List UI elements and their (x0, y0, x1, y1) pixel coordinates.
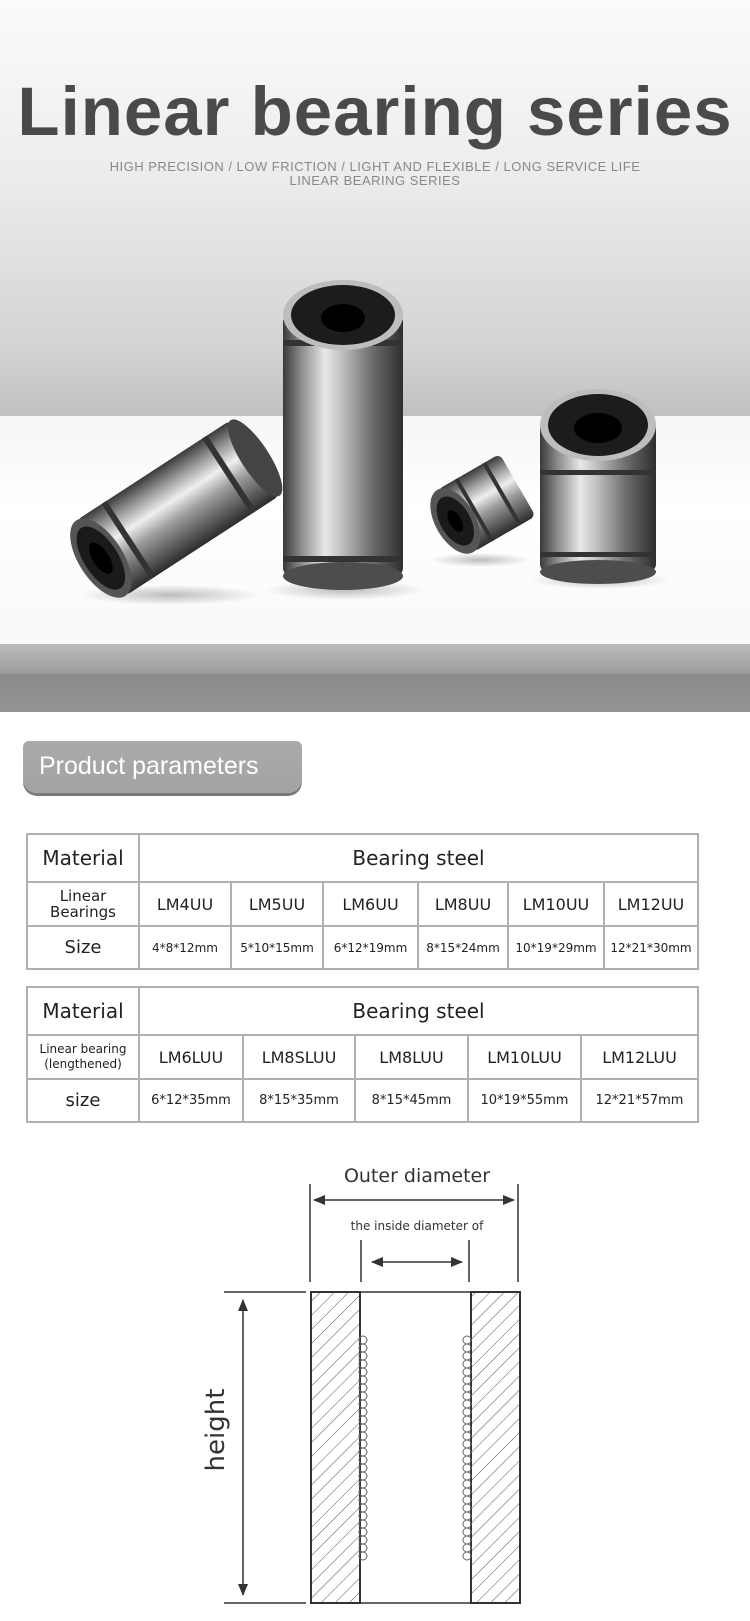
models-row-label-line1: Linear bearing (39, 1042, 127, 1056)
models-row-label (27, 1035, 139, 1079)
models-row-label: Linear Bearings (27, 882, 139, 926)
ball-circle (463, 1360, 471, 1368)
model-cell: LM6LUU (139, 1035, 243, 1079)
material-label: Material (27, 987, 139, 1035)
ball-circle (463, 1520, 471, 1528)
model-cell: LM8UU (418, 882, 508, 926)
badge-label: Product parameters (39, 752, 259, 780)
height-label: height (201, 1388, 231, 1472)
left-wall-section (311, 1292, 360, 1603)
ball-circle (463, 1416, 471, 1424)
model-cell: LM8SLUU (243, 1035, 355, 1079)
right-wall-section (471, 1292, 520, 1603)
tall-bearing (283, 280, 403, 590)
ball-circle (463, 1424, 471, 1432)
hero-title: Linear bearing series (17, 73, 733, 150)
bearing-dimension-diagram (0, 1150, 750, 1621)
size-cell: 4*8*12mm (139, 926, 231, 969)
models-row-label-line2: (lengthened) (44, 1057, 122, 1071)
model-cell: LM10UU (508, 882, 604, 926)
ball-circle (463, 1504, 471, 1512)
ball-circle (463, 1344, 471, 1352)
hero-shelf-edge (0, 674, 750, 712)
short-bearing (540, 389, 656, 584)
ball-rows (359, 1336, 471, 1560)
size-cell: 10*19*55mm (468, 1079, 581, 1122)
ball-circle (463, 1512, 471, 1520)
ball-circle (463, 1464, 471, 1472)
size-cell: 6*12*19mm (323, 926, 418, 969)
ball-circle (463, 1408, 471, 1416)
size-cell: 6*12*35mm (139, 1079, 243, 1122)
ball-circle (463, 1480, 471, 1488)
ball-circle (463, 1376, 471, 1384)
hero-subtitle-line2: LINEAR BEARING SERIES (289, 173, 461, 188)
tilted-long-bearing (58, 413, 292, 608)
inner-diameter-label: the inside diameter of (350, 1219, 484, 1233)
ball-circle (463, 1352, 471, 1360)
model-cell: LM12LUU (581, 1035, 698, 1079)
table-row (27, 1035, 698, 1079)
product-parameters-badge (23, 741, 302, 793)
material-value: Bearing steel (139, 834, 698, 882)
size-row-label: Size (27, 926, 139, 969)
ball-circle (463, 1496, 471, 1504)
hero-banner (0, 0, 750, 712)
model-cell: LM5UU (231, 882, 323, 926)
size-cell: 8*15*35mm (243, 1079, 355, 1122)
ball-circle (463, 1440, 471, 1448)
ball-circle (463, 1472, 471, 1480)
ball-circle (463, 1368, 471, 1376)
size-cell: 12*21*30mm (604, 926, 698, 969)
size-row-label: size (27, 1079, 139, 1122)
ball-circle (463, 1528, 471, 1536)
ball-circle (463, 1400, 471, 1408)
model-cell: LM8LUU (355, 1035, 468, 1079)
material-label: Material (27, 834, 139, 882)
model-cell: LM6UU (323, 882, 418, 926)
ball-circle (463, 1536, 471, 1544)
material-value: Bearing steel (139, 987, 698, 1035)
table-row (27, 987, 698, 1035)
table-row (27, 882, 698, 926)
size-cell: 8*15*45mm (355, 1079, 468, 1122)
spec-table-standard (26, 833, 699, 970)
ball-circle (463, 1336, 471, 1344)
size-cell: 10*19*29mm (508, 926, 604, 969)
bearing-product-photo (0, 260, 750, 620)
ball-circle (463, 1456, 471, 1464)
model-cell: LM4UU (139, 882, 231, 926)
hero-subtitle-line1: HIGH PRECISION / LOW FRICTION / LIGHT AND FLEXIBLE / LONG SERVICE LIFE (109, 159, 641, 174)
size-cell: 8*15*24mm (418, 926, 508, 969)
table-row (27, 1079, 698, 1122)
ball-circle (463, 1384, 471, 1392)
model-cell: LM12UU (604, 882, 698, 926)
table-row (27, 926, 698, 969)
model-cell: LM10LUU (468, 1035, 581, 1079)
ball-circle (463, 1552, 471, 1560)
size-cell: 5*10*15mm (231, 926, 323, 969)
hero-shelf-band (0, 644, 750, 674)
ball-circle (463, 1544, 471, 1552)
outer-diameter-label: Outer diameter (343, 1165, 491, 1187)
size-cell: 12*21*57mm (581, 1079, 698, 1122)
ball-circle (463, 1392, 471, 1400)
table-row (27, 834, 698, 882)
spec-table-lengthened (26, 986, 699, 1123)
small-bearing (420, 454, 536, 562)
ball-circle (463, 1448, 471, 1456)
ball-circle (463, 1432, 471, 1440)
ball-circle (463, 1488, 471, 1496)
